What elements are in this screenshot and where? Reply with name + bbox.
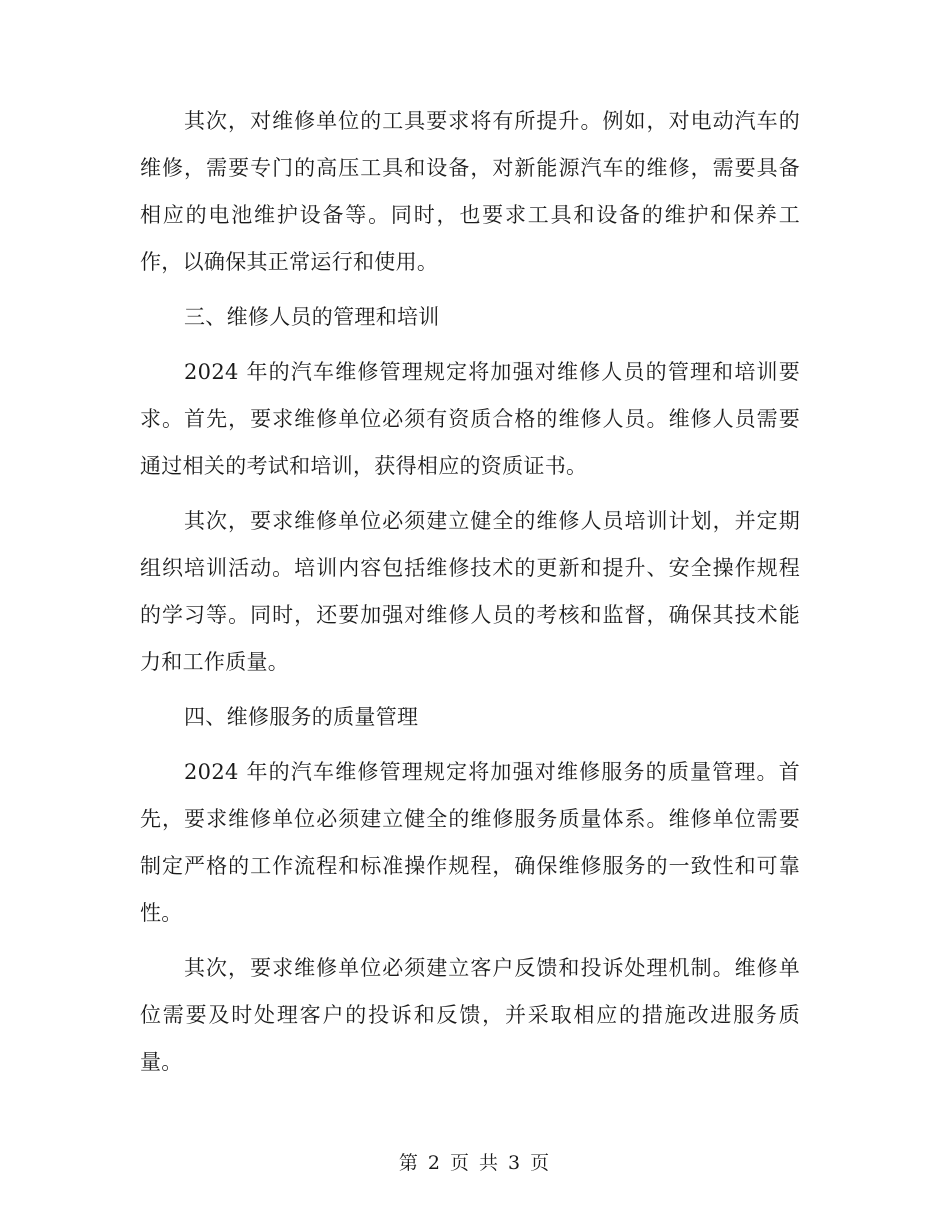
section-heading-personnel: 三、维修人员的管理和培训 [184,305,440,329]
document-body [140,98,800,1094]
paragraph-personnel-qualification: 2024 年的汽车维修管理规定将加强对维修人员的管理和培训要求。首先，要求维修单位必须有资质合格的维修人员。维修人员需要通过相关的考试和培训，获得相应的资质证书。 [140,360,800,478]
paragraph-customer-feedback: 其次，要求维修单位必须建立客户反馈和投诉处理机制。维修单位需要及时处理客户的投诉和反馈，并采取相应的措施改进服务质量。 [140,956,800,1074]
paragraph-tool-requirements: 其次，对维修单位的工具要求将有所提升。例如，对电动汽车的维修，需要专门的高压工具和设备，对新能源汽车的维修，需要具备相应的电池维护设备等。同时，也要求工具和设备的维护和保养工作，以确保其正常运行和使用。 [140,109,800,274]
paragraph-personnel-training: 其次，要求维修单位必须建立健全的维修人员培训计划，并定期组织培训活动。培训内容包括维修技术的更新和提升、安全操作规程的学习等。同时，还要加强对维修人员的考核和监督，确保其技术能力和工作质量。 [140,509,800,674]
page-number-footer: 第 2 页 共 3 页 [398,1152,552,1174]
section-heading-quality: 四、维修服务的质量管理 [184,705,419,729]
paragraph-quality-system: 2024 年的汽车维修管理规定将加强对维修服务的质量管理。首先，要求维修单位必须建立健全的维修服务质量体系。维修单位需要制定严格的工作流程和标准操作规程，确保维修服务的一致性和可靠性。 [140,760,800,925]
